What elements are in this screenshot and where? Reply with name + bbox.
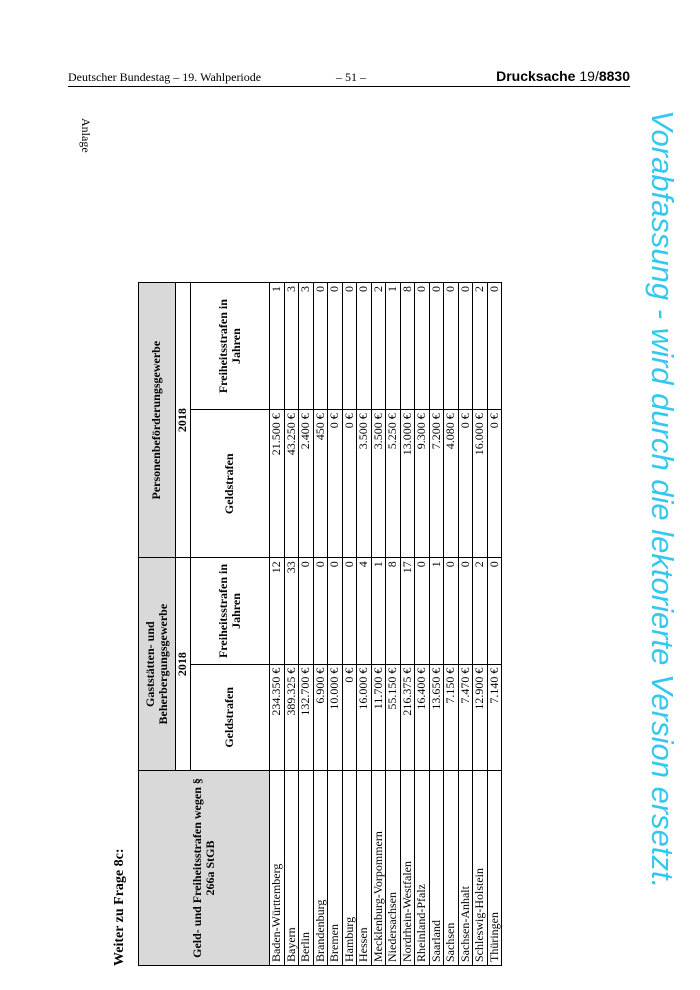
rotated-table-block [112, 116, 542, 966]
table-row [270, 283, 285, 966]
cell-g2-geldstrafen: 2.400 € [299, 410, 314, 558]
cell-land: Hamburg [342, 771, 357, 966]
page-number: – 51 – [336, 70, 366, 84]
cell-g1-geldstrafen: 55.150 € [386, 664, 401, 770]
section-title: Weiter zu Frage 8c: [112, 848, 127, 966]
cell-g2-geldstrafen: 43.250 € [284, 410, 299, 558]
cell-g2-freiheitsstrafen: 3 [284, 283, 299, 410]
document-number-prefix: Drucksache [496, 68, 576, 84]
cell-g2-geldstrafen: 0 € [328, 410, 343, 558]
cell-g2-freiheitsstrafen: 2 [371, 283, 386, 410]
cell-g1-geldstrafen: 7.140 € [487, 664, 502, 770]
penalties-table [138, 282, 502, 966]
table-row [415, 283, 430, 966]
cell-g2-geldstrafen: 9.300 € [415, 410, 430, 558]
cell-g1-freiheitsstrafen: 0 [342, 558, 357, 664]
table-row [299, 283, 314, 966]
header-rule [68, 86, 630, 87]
cell-g2-freiheitsstrafen: 8 [400, 283, 415, 410]
cell-land: Mecklenburg-Vorpommern [371, 771, 386, 966]
cell-g2-geldstrafen: 21.500 € [270, 410, 285, 558]
anlage-label: Anlage [79, 118, 93, 153]
table-row [357, 283, 372, 966]
cell-g1-freiheitsstrafen: 17 [400, 558, 415, 664]
table-row [458, 283, 473, 966]
cell-g2-geldstrafen: 3.500 € [371, 410, 386, 558]
cell-land: Nordrhein-Westfalen [400, 771, 415, 966]
table-row [429, 283, 444, 966]
table-row [386, 283, 401, 966]
cell-g1-freiheitsstrafen: 0 [299, 558, 314, 664]
draft-watermark: Vorabfassung - wird durch die lektorierte Version ersetzt. [645, 110, 680, 889]
cell-g2-freiheitsstrafen: 0 [444, 283, 459, 410]
cell-land: Schleswig-Holstein [473, 771, 488, 966]
cell-g1-geldstrafen: 12.900 € [473, 664, 488, 770]
cell-land: Brandenburg [313, 771, 328, 966]
table-row [400, 283, 415, 966]
document-number [496, 68, 630, 84]
cell-land: Rheinland-Pfalz [415, 771, 430, 966]
cell-g1-freiheitsstrafen: 0 [313, 558, 328, 664]
cell-g2-geldstrafen: 16.000 € [473, 410, 488, 558]
table-row [473, 283, 488, 966]
cell-g2-freiheitsstrafen: 0 [357, 283, 372, 410]
group1-title: Gaststätten- und Beherbergungsgewerbe [139, 558, 176, 771]
cell-g1-freiheitsstrafen: 0 [444, 558, 459, 664]
cell-g1-freiheitsstrafen: 0 [458, 558, 473, 664]
cell-g1-geldstrafen: 132.700 € [299, 664, 314, 770]
document-number-regular: 19/ [579, 68, 599, 84]
cell-g2-freiheitsstrafen: 0 [328, 283, 343, 410]
cell-g1-freiheitsstrafen: 1 [371, 558, 386, 664]
cell-g2-freiheitsstrafen: 1 [386, 283, 401, 410]
cell-land: Bremen [328, 771, 343, 966]
table-row [444, 283, 459, 966]
table-row [371, 283, 386, 966]
group2-year: 2018 [176, 283, 191, 558]
cell-g1-geldstrafen: 389.325 € [284, 664, 299, 770]
cell-g2-geldstrafen: 13.000 € [400, 410, 415, 558]
cell-g1-geldstrafen: 16.000 € [357, 664, 372, 770]
cell-g2-freiheitsstrafen: 0 [429, 283, 444, 410]
group2-col-freiheitsstrafen: Freiheitsstrafen in Jahren [191, 283, 270, 410]
cell-g2-geldstrafen: 0 € [342, 410, 357, 558]
running-header-left: Deutscher Bundestag – 19. Wahlperiode [68, 70, 262, 84]
cell-g2-geldstrafen: 0 € [458, 410, 473, 558]
cell-g1-freiheitsstrafen: 1 [429, 558, 444, 664]
row-header: Geld- und Freiheitsstrafen wegen § 266a StGB [139, 771, 270, 966]
cell-g2-freiheitsstrafen: 0 [342, 283, 357, 410]
cell-g2-geldstrafen: 7.200 € [429, 410, 444, 558]
cell-g2-freiheitsstrafen: 1 [270, 283, 285, 410]
cell-g2-freiheitsstrafen: 0 [458, 283, 473, 410]
cell-g1-geldstrafen: 6.900 € [313, 664, 328, 770]
cell-g1-geldstrafen: 16.400 € [415, 664, 430, 770]
cell-land: Saarland [429, 771, 444, 966]
cell-g2-geldstrafen: 4.080 € [444, 410, 459, 558]
cell-land: Niedersachsen [386, 771, 401, 966]
cell-g1-geldstrafen: 234.350 € [270, 664, 285, 770]
cell-g1-freiheitsstrafen: 0 [415, 558, 430, 664]
cell-land: Baden-Württemberg [270, 771, 285, 966]
group1-col-freiheitsstrafen: Freiheitsstrafen in Jahren [191, 558, 270, 664]
cell-land: Sachsen [444, 771, 459, 966]
cell-land: Thüringen [487, 771, 502, 966]
cell-g1-freiheitsstrafen: 0 [328, 558, 343, 664]
cell-g1-freiheitsstrafen: 0 [487, 558, 502, 664]
cell-g1-geldstrafen: 13.650 € [429, 664, 444, 770]
cell-land: Sachsen-Anhalt [458, 771, 473, 966]
cell-g1-freiheitsstrafen: 2 [473, 558, 488, 664]
cell-g2-geldstrafen: 5.250 € [386, 410, 401, 558]
table-row [487, 283, 502, 966]
cell-g1-geldstrafen: 10.000 € [328, 664, 343, 770]
table-row [284, 283, 299, 966]
cell-g2-geldstrafen: 3.500 € [357, 410, 372, 558]
cell-land: Bayern [284, 771, 299, 966]
cell-g2-freiheitsstrafen: 0 [415, 283, 430, 410]
cell-g1-geldstrafen: 0 € [342, 664, 357, 770]
group2-col-geldstrafen: Geldstrafen [191, 410, 270, 558]
table-row [342, 283, 357, 966]
cell-g1-geldstrafen: 7.470 € [458, 664, 473, 770]
cell-g2-freiheitsstrafen: 0 [313, 283, 328, 410]
cell-g1-freiheitsstrafen: 33 [284, 558, 299, 664]
cell-g1-freiheitsstrafen: 8 [386, 558, 401, 664]
cell-g1-geldstrafen: 216.375 € [400, 664, 415, 770]
cell-g1-freiheitsstrafen: 4 [357, 558, 372, 664]
cell-g2-freiheitsstrafen: 3 [299, 283, 314, 410]
table-row [328, 283, 343, 966]
cell-land: Hessen [357, 771, 372, 966]
cell-land: Berlin [299, 771, 314, 966]
cell-g1-freiheitsstrafen: 12 [270, 558, 285, 664]
cell-g1-geldstrafen: 7.150 € [444, 664, 459, 770]
group2-title: Personenbeförderungsgewerbe [139, 283, 176, 558]
cell-g2-freiheitsstrafen: 2 [473, 283, 488, 410]
cell-g2-freiheitsstrafen: 0 [487, 283, 502, 410]
cell-g2-geldstrafen: 0 € [487, 410, 502, 558]
document-number-bold: 8830 [598, 68, 630, 84]
group1-col-geldstrafen: Geldstrafen [191, 664, 270, 770]
cell-g2-geldstrafen: 450 € [313, 410, 328, 558]
cell-g1-geldstrafen: 11.700 € [371, 664, 386, 770]
table-row [313, 283, 328, 966]
group1-year: 2018 [176, 558, 191, 771]
